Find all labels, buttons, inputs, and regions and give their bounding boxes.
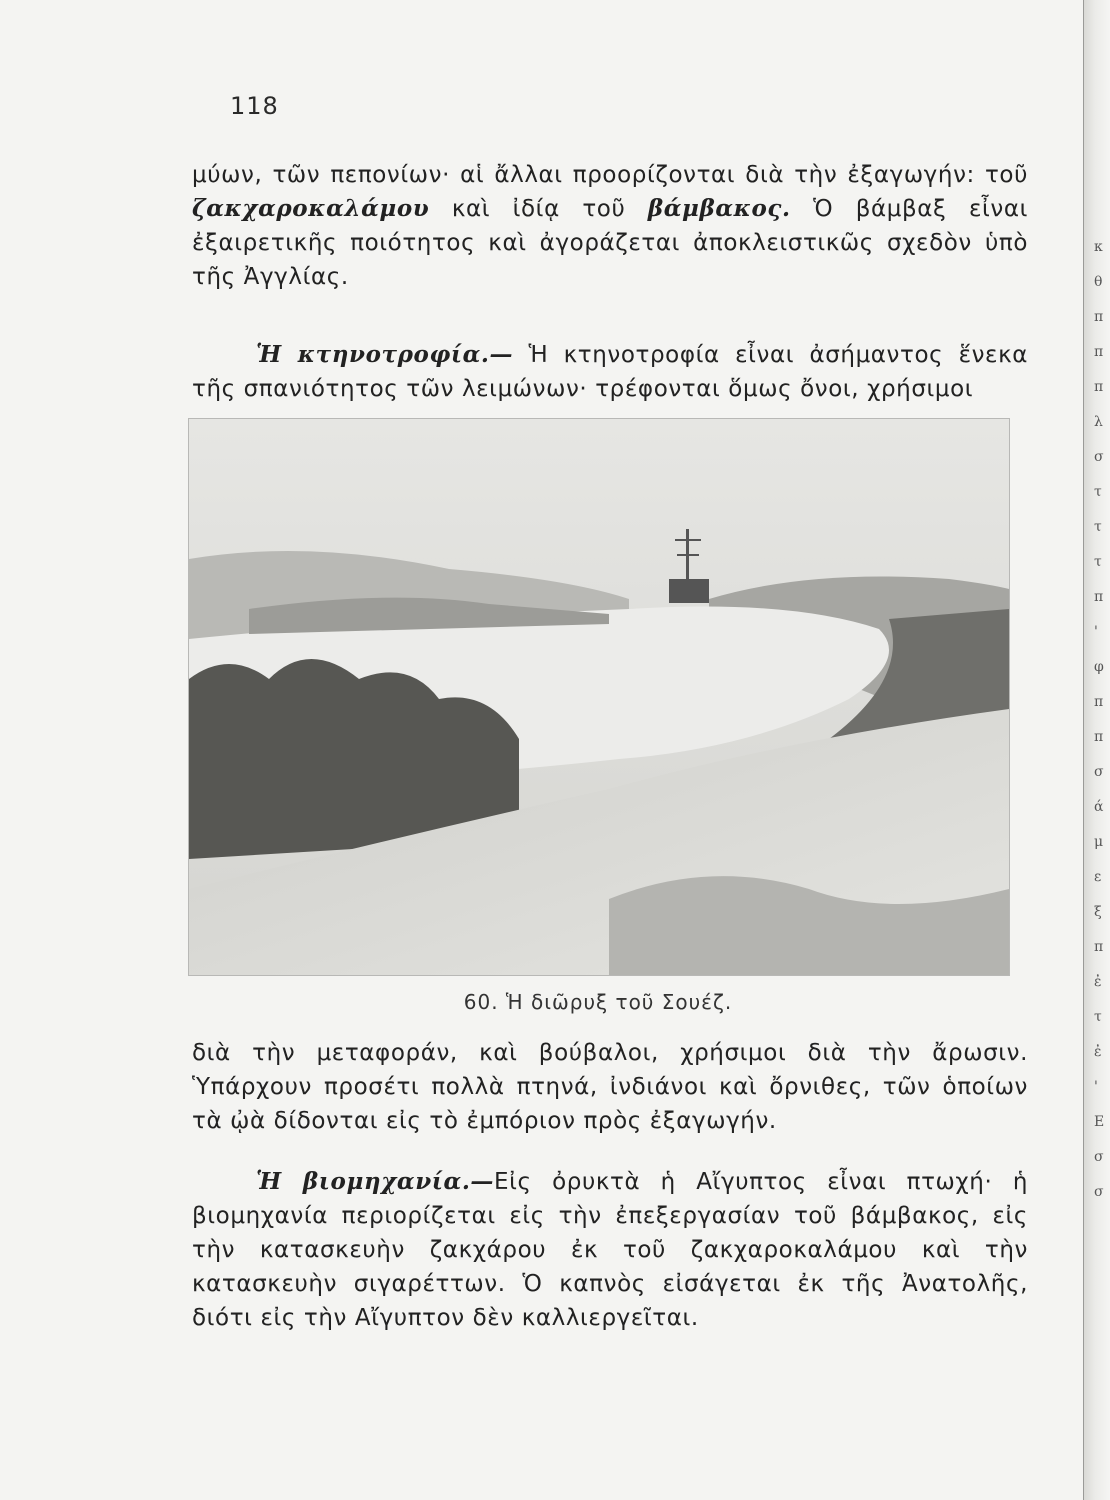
facing-letter: π — [1094, 729, 1104, 745]
facing-letter: π — [1094, 344, 1104, 360]
facing-letter: σ — [1094, 449, 1104, 465]
paragraph-text: Ὁ βάμβαξ εἶναι ἐξαιρετικῆς ποιότητος καὶ ἀγοράζεται ἀποκλειστικῶς σχεδὸν ὑπὸ τῆς Ἀγγλίας. — [192, 196, 1028, 290]
facing-letter: τ — [1094, 1009, 1102, 1025]
facing-letter: π — [1094, 589, 1104, 605]
facing-letter: φ — [1094, 659, 1104, 675]
paragraph-text: Εἰς ὀρυκτὰ ἡ Αἴγυπτος εἶναι πτωχή· ἡ βιομηχανία περιορίζεται εἰς τὴν ἐπεξεργασίαν τοῦ βάμβακος, εἰς τὴν κατασκευὴν ζακχάρου ἐκ τοῦ ζακχαροκαλάμου καὶ τὴν κατασκευὴν σιγαρέττων. Ὁ καπνὸς εἰσάγεται ἐκ τῆς Ἀνατολῆς, διότι εἰς τὴν Αἴγυπτον δὲν καλλιεργεῖται. — [192, 1169, 1028, 1331]
facing-letter: τ — [1094, 554, 1102, 570]
facing-letter: π — [1094, 939, 1104, 955]
facing-letter: μ — [1094, 834, 1104, 850]
facing-letter: ἐ — [1094, 1044, 1102, 1060]
figure-caption: 60. Ἡ διῶρυξ τοῦ Σουέζ. — [463, 990, 733, 1014]
facing-letter: ε — [1094, 869, 1102, 885]
facing-letter: σ — [1094, 764, 1104, 780]
facing-letter: ' — [1094, 1079, 1098, 1095]
term-cotton: βάμβακος. — [647, 195, 791, 222]
facing-letter: π — [1094, 379, 1104, 395]
facing-letter: κ — [1094, 239, 1103, 255]
facing-letter: ξ — [1094, 904, 1102, 920]
paragraph-text: Ἡ κτηνοτροφία εἶναι ἀσήμαντος ἕνεκα τῆς σπανιότητος τῶν λειμώνων· τρέφονται ὅμως ὄνοι, χρήσιμοι — [192, 342, 1028, 402]
facing-letter: π — [1094, 309, 1104, 325]
facing-letter: ά — [1094, 799, 1104, 815]
facing-letter: ἐ — [1094, 974, 1102, 990]
paragraph-livestock — [192, 338, 1028, 406]
term-sugarcane: ζακχαροκαλάμου — [192, 195, 430, 222]
facing-letter: λ — [1094, 414, 1103, 430]
canal-illustration — [189, 419, 1009, 975]
paragraph-industry — [192, 1165, 1028, 1335]
paragraph-text: καὶ ἰδίᾳ τοῦ — [429, 196, 648, 222]
canal-photograph — [188, 418, 1010, 976]
section-heading-livestock: Ἡ κτηνοτροφία.— — [256, 341, 514, 368]
paragraph-animals: διὰ τὴν μεταφοράν, καὶ βούβαλοι, χρήσιμοι διὰ τὴν ἄρωσιν. Ὑπάρχουν προσέτι πολλὰ πτηνά, ἰνδιάνοι καὶ ὄρνιθες, τῶν ὁποίων τὰ ᾠὰ δίδονται εἰς τὸ ἐμπόριον πρὸς ἐξαγωγήν. — [192, 1040, 1028, 1134]
paragraph-crops — [192, 158, 1028, 294]
page-number: 118 — [230, 92, 279, 120]
facing-letter: Ε — [1094, 1114, 1105, 1130]
facing-letter: σ — [1094, 1184, 1104, 1200]
facing-letter: τ — [1094, 484, 1102, 500]
facing-letter: ' — [1094, 624, 1098, 640]
facing-letter: θ — [1094, 274, 1103, 290]
facing-letter: π — [1094, 694, 1104, 710]
section-heading-industry: Ἡ βιομηχανία.— — [256, 1168, 495, 1195]
paragraph-text: μύων, τῶν πεπονίων· αἱ ἄλλαι προορίζονται διὰ τὴν ἐξαγωγήν: τοῦ — [192, 162, 1028, 188]
facing-page-letters — [1094, 230, 1110, 1210]
facing-letter: σ — [1094, 1149, 1104, 1165]
facing-letter: τ — [1094, 519, 1102, 535]
